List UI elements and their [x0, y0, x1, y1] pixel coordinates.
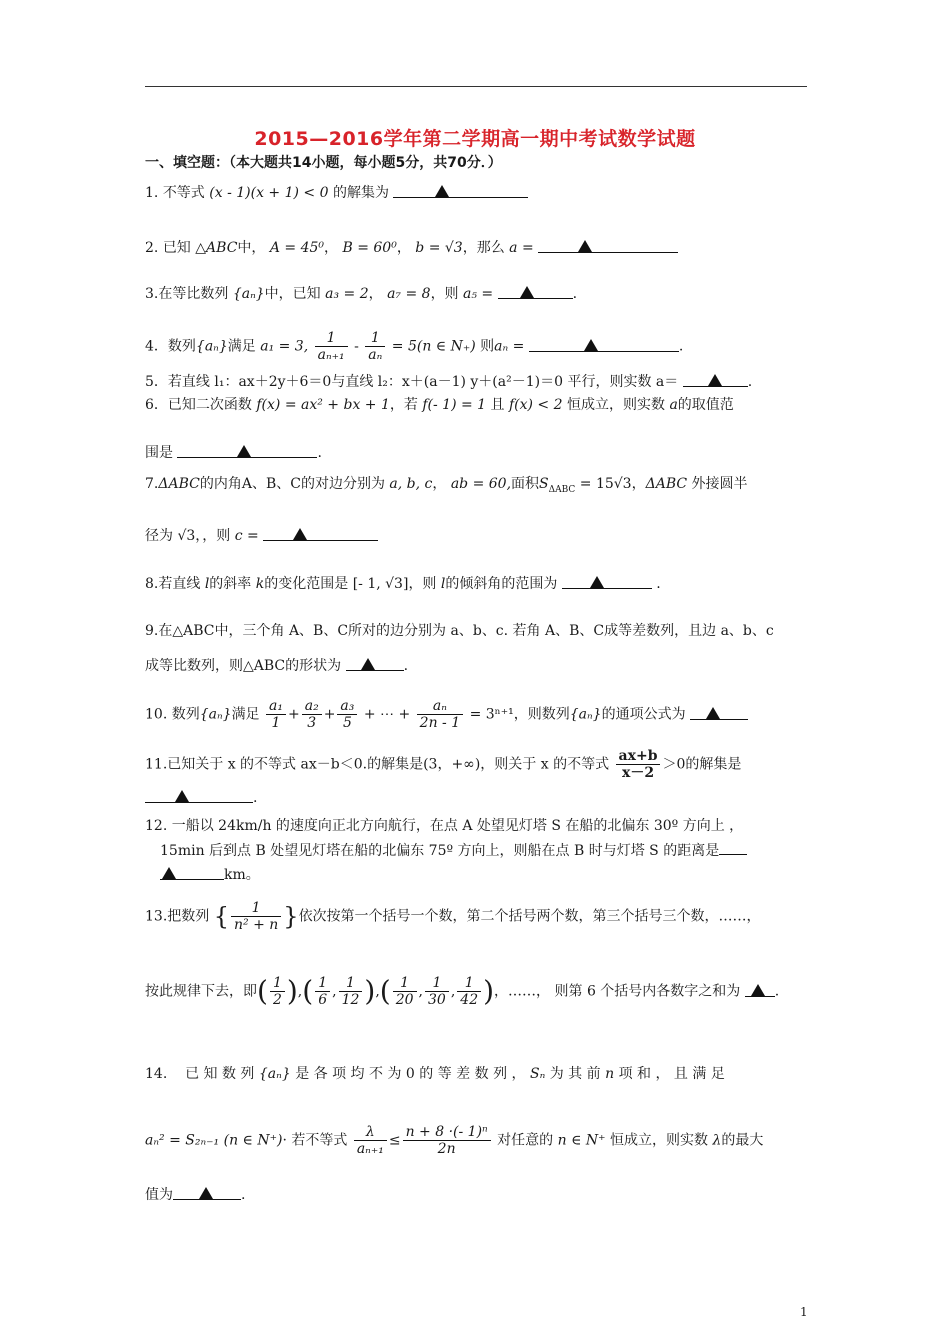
triangle-marker-icon [706, 707, 720, 719]
q2-angle-b: B = 60⁰ [342, 240, 397, 256]
q2-angle-a: A = 45⁰ [269, 240, 325, 256]
q14-mid: 是 各 项 均 不 为 [295, 1066, 402, 1082]
numerator: 1 [315, 975, 330, 992]
q6-text: 已知二次函数 [167, 397, 252, 413]
triangle-marker-icon [751, 984, 765, 996]
q6-var: a [669, 397, 678, 413]
denominator: 12 [341, 992, 360, 1008]
q4-eq: = 5(n ∈ N₊) [387, 338, 476, 355]
q10-fraction-2 [302, 698, 322, 731]
q7-tri2: ΔABC [645, 476, 688, 492]
numerator: 1 [425, 975, 449, 992]
q3-then: ，则 [430, 286, 459, 302]
triangle-marker-icon [162, 867, 176, 879]
answer-blank[interactable] [538, 238, 678, 253]
triangle-marker-icon [435, 185, 449, 197]
question-12-line2 [160, 840, 825, 861]
q2-tail: ，那么 [462, 240, 505, 256]
q14-text: 已 知 数 列 [185, 1066, 255, 1082]
numerator: λ [354, 1124, 387, 1141]
q14-tail: 恒成立，则实数 [610, 1132, 708, 1149]
question-13-line2: 按此规律下去，即( $\frac{1}{2}$ ),( $\frac{1}{6}$ , $\frac{1}{12}$ ),( $\frac{1}{20}$ , $\frac{1}{30}$ , $\frac{1}{42}$ )，……， 则第 6 个括号内各数字之和为 . [145, 974, 780, 1008]
q8-text: 若直线 [158, 576, 201, 592]
triangle-marker-icon [584, 339, 598, 351]
q4-a1: a₁ = 3, [260, 338, 309, 355]
question-12-line3 [160, 865, 825, 885]
q14-fraction-left [354, 1124, 387, 1157]
triangle-marker-icon [708, 374, 722, 386]
question-11-line2: . [145, 788, 810, 808]
question-2: 2. 已知 △ABC中， A = 45⁰， B = 60⁰， b = √3，那么 a = [145, 238, 810, 258]
q10-fraction-3 [337, 698, 357, 731]
q13-line2pre: 按此规律下去，即 [145, 983, 257, 1000]
answer-blank[interactable] [177, 443, 317, 458]
q2-side-b: b = √3 [415, 240, 463, 256]
q13-post: 依次按第一个括号一个数，第二个括号两个数，第三个括号三个数，……， [298, 908, 761, 925]
answer-blank[interactable] [393, 183, 528, 198]
q6-if: ，若 [389, 397, 418, 413]
q7-cvar: c = [234, 528, 259, 544]
q4-then: 则 [480, 338, 495, 355]
q2-mid: 中， [237, 240, 266, 256]
q1-number: 1. [145, 185, 159, 201]
question-6-line2: 围是 . [145, 445, 322, 461]
q1-text: 不等式 [162, 185, 205, 201]
question-7: 7.ΔABC的内角A、B、C的对边分别为 a, b, c， ab = 60,面积$S_{\Delta ABC} = 15√3$，ΔABC 外接圆半 [145, 476, 748, 495]
denominator: aₙ₊₁ [356, 1141, 384, 1157]
group-2-fraction-2 [339, 975, 363, 1008]
q11-fraction [616, 748, 661, 781]
answer-blank[interactable] [683, 372, 748, 387]
numerator: 1 [457, 975, 481, 992]
denominator: 3 [307, 715, 317, 731]
q14-line3: 值为 [145, 1187, 173, 1203]
q2-triangle: △ABC [195, 240, 238, 256]
denominator: x－2 [621, 765, 655, 781]
q13-fraction [231, 900, 281, 933]
q14-seq: {aₙ} [258, 1066, 291, 1082]
q8-l: l [204, 576, 210, 592]
q14-ineqpre: 若不等式 [291, 1132, 348, 1149]
q4-fraction-2 [365, 330, 385, 363]
denominator: 30 [428, 992, 446, 1008]
group-3-fraction-3 [457, 975, 481, 1008]
question-4: 4．数列{aₙ}满足 a₁ = 3, $\frac{1}{\text{aₙ₊₁}}$ - $\frac{1}{\text{aₙ}}$ = 5(n ∈ N₊) 则aₙ = . [145, 330, 684, 363]
denominator: 2 [272, 992, 282, 1008]
question-14-line3: 值为 . [145, 1187, 246, 1203]
triangle-marker-icon [199, 1187, 213, 1199]
q11-post: ＞0的解集是 [662, 756, 742, 773]
q14-le: ≤ [388, 1132, 401, 1149]
numerator: n + 8 ·(- 1)ⁿ [403, 1124, 491, 1141]
q4-cond: 满足 [227, 338, 256, 355]
q14-ineqpost: 对任意的 [497, 1132, 554, 1149]
q8-mid2: 的变化范围是 [264, 576, 349, 592]
numerator: a₁ [266, 698, 286, 715]
q6-ineq: f(x) < 2 [508, 397, 563, 413]
q7-area: 面积 [511, 476, 540, 492]
q14-sn: Sₙ [530, 1066, 546, 1082]
q3-number: 3. [145, 286, 159, 302]
q13-number: 13. [145, 908, 168, 925]
q4-an: aₙ = [494, 338, 525, 355]
question-9-line2: 成等比数列，则△ABC的形状为 . [145, 658, 409, 674]
q14-post: 项 和 ， 且 满 足 [618, 1066, 725, 1082]
q7-text: 的内角A、B、C的对边分别为 [199, 476, 385, 492]
answer-blank-part1[interactable] [719, 840, 747, 855]
q2-number: 2. [145, 240, 159, 256]
q4-text: 数列 [167, 338, 196, 355]
answer-blank[interactable] [263, 526, 378, 541]
question-11 [145, 748, 810, 781]
q14-mid2: 的 等 差 数 列 ， [419, 1066, 526, 1082]
q3-a3: a₃ = 2 [325, 286, 369, 302]
q7-tri: ΔABC [158, 476, 200, 492]
q6-tail: 的取值范 [677, 397, 734, 413]
q6-f1: f(- 1) = 1 [422, 397, 487, 413]
question-5: 5．若直线 l₁：ax＋2y＋6＝0与直线 l₂：x＋(a－1) y＋(a²－1)＝0 平行，则实数 a＝ . [145, 374, 753, 390]
answer-blank[interactable] [529, 337, 679, 352]
q8-l2: l [440, 576, 446, 592]
q7-r: √3 [177, 528, 196, 544]
numerator: ax+b [616, 748, 661, 765]
denominator: 2n - 1 [419, 715, 461, 731]
answer-blank[interactable] [160, 865, 224, 880]
header-rule [145, 86, 807, 87]
q10-dots: + ⋯ + [359, 706, 415, 723]
question-7-line2: 径为 √3，，则 c = [145, 526, 810, 546]
q14-mid3: 为 其 前 [549, 1066, 601, 1082]
numerator: 1 [270, 975, 285, 992]
numerator: 1 [231, 900, 281, 917]
q7-sub: ΔABC [548, 484, 576, 495]
question-12 [145, 816, 810, 836]
q3-seq: {aₙ} [232, 286, 265, 302]
q7-number: 7. [145, 476, 159, 492]
q10-number: 10. [145, 706, 168, 723]
q7-s: S [539, 476, 549, 492]
question-13: 13.把数列 { $\frac{1}{\text{n² + n}}$ }依次按第一个括号一个数，第二个括号两个数，第三个括号三个数，……， [145, 900, 761, 933]
q12-unit: km。 [224, 867, 260, 883]
denominator: 2n [437, 1141, 456, 1157]
q3-a7: a₇ = 8 [387, 286, 431, 302]
q4-seq: {aₙ} [195, 338, 228, 355]
q12-line1: 12. 一船以 24km/h 的速度向正北方向航行，在点 A 处望见灯塔 S 在船的北偏东 30º 方向上 ， [145, 818, 744, 834]
group-2-fraction-1 [315, 975, 330, 1008]
triangle-marker-icon [237, 445, 251, 457]
numerator: 1 [365, 330, 385, 347]
q5-text: 若直线 l₁：ax＋2y＋6＝0与直线 l₂：x＋(a－1) y＋(a²－1)＝0 平行，则实数 a＝ [167, 374, 679, 390]
q10-fraction-n [417, 698, 463, 731]
q14-cond: aₙ² = S₂ₙ₋₁ [145, 1132, 220, 1149]
q14-nin: n ∈ N⁺ [557, 1132, 606, 1149]
question-3: 3.在等比数列 {aₙ}中，已知 a₃ = 2， a₇ = 8，则 a₅ = . [145, 286, 578, 302]
q7-tail: 外接圆半 [691, 476, 748, 492]
page-title: 2015—2016学年第二学期高一期中考试数学试题 [254, 128, 696, 150]
q10-seq: {aₙ} [199, 706, 232, 723]
q3-text: 在等比数列 [158, 286, 229, 302]
q7-line2a: 径为 [145, 528, 173, 544]
q8-range: [- 1, √3] [352, 576, 409, 592]
section-heading: 一、填空题：（本大题共14小题，每小题5分，共70分．） [145, 155, 502, 171]
q8-mid3: ，则 [408, 576, 437, 592]
answer-blank[interactable] [346, 656, 404, 671]
page-number: 1 [800, 1305, 808, 1319]
numerator: a₂ [302, 698, 322, 715]
group-3-fraction-1 [393, 975, 417, 1008]
answer-blank[interactable] [562, 574, 652, 589]
q13-text: 把数列 [167, 908, 210, 925]
answer-blank[interactable] [145, 788, 253, 803]
triangle-marker-icon [578, 240, 592, 252]
q14-tail2: 的最大 [721, 1132, 764, 1149]
answer-blank[interactable] [745, 982, 775, 997]
numerator: a₃ [337, 698, 357, 715]
q10-then: ，则数列 [513, 706, 570, 723]
q4-number: 4． [145, 338, 168, 355]
q10-cond: 满足 [231, 706, 260, 723]
denominator: 6 [318, 992, 328, 1008]
q10-post: 的通项公式为 [601, 706, 686, 723]
q6-number: 6． [145, 397, 168, 413]
q13-line2post: ，……， 则第 6 个括号内各数字之和为 [494, 983, 741, 1000]
group-3-fraction-2 [425, 975, 449, 1008]
q14-fraction-right [403, 1124, 491, 1157]
q14-ncond: (n ∈ N⁺) [223, 1132, 283, 1149]
q7-line2b: ，则 [202, 528, 231, 544]
q14-n: n [605, 1066, 615, 1082]
denominator: 1 [271, 715, 281, 731]
q3-a5: a₅ = [463, 286, 494, 302]
q7-ab: ab = 60, [450, 476, 512, 492]
q7-abc: a, b, c [389, 476, 433, 492]
denominator: aₙ [368, 347, 383, 363]
q8-mid1: 的斜率 [209, 576, 252, 592]
q1-tail: 的解集为 [332, 185, 389, 201]
q8-post: 的倾斜角的范围为 [445, 576, 558, 592]
numerator: 1 [393, 975, 417, 992]
q12-line2: 15min 后到点 B 处望见灯塔在船的北偏东 75º 方向上，则船在点 B 时与灯塔 S 的距离是 [160, 843, 720, 859]
denominator: n² + n [234, 917, 279, 933]
numerator: 1 [315, 330, 348, 347]
question-1 [145, 183, 810, 203]
q9-line1: 9.在△ABC中，三个角 A、B、C所对的边分别为 a、b、c. 若角 A、B、C成等差数列，且边 a、b、c [145, 623, 774, 639]
q14-lambda: λ [712, 1132, 722, 1149]
answer-blank[interactable] [498, 284, 573, 299]
denominator: aₙ₊₁ [317, 347, 345, 363]
q4-fraction-1 [315, 330, 348, 363]
question-10: 10. 数列{aₙ}满足 $\frac{\text{a₁}}{1}$ + $\frac{\text{a₂}}{3}$ + $\frac{\text{a₃}}{5}$ + ⋯ + $\frac{\text{aₙ}}{2n - 1}$ = 3ⁿ⁺¹，则数列{aₙ}的通项公式为 [145, 698, 810, 731]
question-14 [145, 1064, 810, 1084]
q8-number: 8. [145, 576, 159, 592]
triangle-marker-icon [175, 790, 189, 802]
triangle-marker-icon [361, 658, 375, 670]
group-1-fraction [270, 975, 285, 1008]
triangle-marker-icon [293, 528, 307, 540]
q2-text: 已知 [162, 240, 191, 256]
numerator: 1 [339, 975, 363, 992]
q3-mid: 中，已知 [264, 286, 321, 302]
question-14-line2: aₙ² = S₂ₙ₋₁ (n ∈ N⁺)· 若不等式 $\frac{\lambda}{\text{aₙ₊₁}}$ ≤ $\frac{\text{n + 8 ·(- 1)ⁿ}}{2n}$ 对任意的 n ∈ N⁺ 恒成立，则实数 λ的最大 [145, 1124, 764, 1157]
q6-line2: 围是 [145, 445, 173, 461]
q6-post: 恒成立，则实数 [566, 397, 665, 413]
triangle-marker-icon [520, 286, 534, 298]
q10-rhs: = 3ⁿ⁺¹ [465, 706, 514, 723]
q6-and: 且 [490, 397, 505, 413]
q9-line2: 成等比数列，则△ABC的形状为 [145, 658, 342, 674]
q14-zero: 0 [405, 1066, 415, 1082]
answer-blank[interactable] [173, 1185, 241, 1200]
q7-val: = 15√3 [575, 476, 632, 492]
q10-seq2: {aₙ} [569, 706, 602, 723]
numerator: aₙ [417, 698, 463, 715]
q10-fraction-1 [266, 698, 286, 731]
q5-number: 5． [145, 374, 168, 390]
q8-k: k [255, 576, 265, 592]
q10-text: 数列 [171, 706, 200, 723]
q14-number: 14. [145, 1066, 168, 1082]
q2-var: a = [509, 240, 534, 256]
q11-text: 11.已知关于 x 的不等式 ax－b＜0.的解集是(3，+∞)，则关于 x 的不等式 [145, 756, 610, 773]
question-8: 8.若直线 l的斜率 k的变化范围是 [- 1, √3]，则 l的倾斜角的范围为 . [145, 576, 661, 592]
q4-minus: - [349, 338, 364, 355]
answer-blank[interactable] [690, 705, 748, 720]
question-6 [145, 395, 810, 415]
denominator: 5 [342, 715, 352, 731]
question-9 [145, 621, 810, 641]
q1-expression: (x - 1)(x + 1) < 0 [209, 185, 329, 201]
q6-fx: f(x) = ax² + bx + 1 [256, 397, 390, 413]
triangle-marker-icon [590, 576, 604, 588]
denominator: 20 [395, 992, 414, 1008]
denominator: 42 [460, 992, 479, 1008]
